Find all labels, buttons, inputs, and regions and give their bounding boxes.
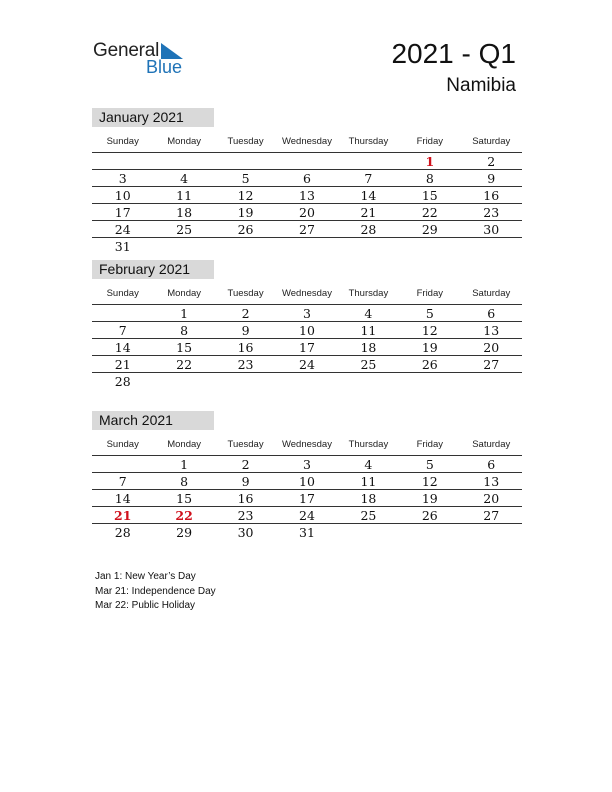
day-cell bbox=[215, 238, 276, 254]
day-cell: 31 bbox=[114, 239, 131, 254]
day-cell bbox=[92, 456, 153, 472]
day-cell: 27 bbox=[299, 222, 315, 237]
day-cell bbox=[92, 153, 153, 169]
weekday-label: Tuesday bbox=[227, 136, 264, 147]
weekday-label: Saturday bbox=[472, 136, 511, 147]
day-cell bbox=[153, 238, 214, 254]
day-cell: 1 bbox=[180, 306, 189, 321]
week-row bbox=[92, 456, 522, 473]
weekday-label: Thursday bbox=[348, 439, 389, 450]
day-cell: 21 bbox=[360, 205, 377, 220]
day-cell: 10 bbox=[299, 474, 315, 489]
weekday-label: Sunday bbox=[106, 439, 139, 450]
day-cell: 13 bbox=[483, 474, 500, 489]
week-row bbox=[92, 187, 522, 204]
week-row bbox=[92, 373, 522, 389]
day-cell bbox=[276, 153, 337, 169]
week-row bbox=[92, 339, 522, 356]
weekday-label: Friday bbox=[416, 288, 444, 299]
day-cell: 16 bbox=[237, 340, 254, 355]
day-cell: 26 bbox=[421, 357, 438, 372]
week-row bbox=[92, 524, 522, 540]
day-cell: 29 bbox=[176, 525, 193, 540]
day-cell: 20 bbox=[483, 340, 500, 355]
day-cell: 5 bbox=[425, 457, 434, 472]
weekday-label: Saturday bbox=[472, 439, 511, 450]
day-cell: 17 bbox=[299, 340, 315, 355]
week-row bbox=[92, 204, 522, 221]
day-cell bbox=[215, 373, 276, 389]
day-cell bbox=[338, 373, 399, 389]
day-cell: 9 bbox=[241, 323, 250, 338]
day-cell: 15 bbox=[176, 491, 193, 506]
weekday-label: Wednesday bbox=[281, 439, 332, 450]
day-cell: 26 bbox=[421, 508, 438, 523]
day-cell bbox=[338, 524, 399, 540]
day-cell bbox=[399, 524, 460, 540]
day-cell: 3 bbox=[303, 306, 311, 321]
week-row bbox=[92, 490, 522, 507]
day-cell: 6 bbox=[487, 457, 496, 472]
weekday-header bbox=[92, 284, 522, 305]
day-cell: 21 bbox=[114, 508, 132, 523]
day-cell: 30 bbox=[483, 222, 500, 237]
day-cell: 18 bbox=[360, 340, 377, 355]
holiday-note: Mar 22: Public Holiday bbox=[95, 600, 196, 611]
day-cell bbox=[399, 373, 460, 389]
day-cell: 8 bbox=[180, 323, 189, 338]
day-cell: 11 bbox=[176, 188, 193, 203]
weekday-label: Friday bbox=[416, 439, 444, 450]
day-cell: 15 bbox=[421, 188, 438, 203]
day-cell: 1 bbox=[425, 154, 435, 169]
day-cell: 6 bbox=[303, 171, 311, 186]
day-cell: 6 bbox=[487, 306, 496, 321]
day-cell: 19 bbox=[237, 205, 254, 220]
day-cell bbox=[215, 153, 276, 169]
month-weeks bbox=[92, 305, 522, 389]
day-cell: 18 bbox=[360, 491, 377, 506]
week-row bbox=[92, 221, 522, 238]
day-cell: 30 bbox=[237, 525, 254, 540]
day-cell: 14 bbox=[114, 340, 131, 355]
day-cell: 22 bbox=[175, 508, 193, 523]
day-cell: 4 bbox=[364, 457, 373, 472]
day-cell bbox=[92, 305, 153, 321]
month-weeks bbox=[92, 456, 522, 540]
week-row bbox=[92, 238, 522, 254]
day-cell: 12 bbox=[421, 474, 438, 489]
day-cell: 14 bbox=[114, 491, 131, 506]
day-cell: 25 bbox=[176, 222, 193, 237]
day-cell bbox=[276, 238, 337, 254]
weekday-label: Monday bbox=[167, 136, 202, 147]
day-cell: 17 bbox=[299, 491, 315, 506]
brand-logo bbox=[93, 40, 203, 80]
day-cell: 27 bbox=[483, 508, 500, 523]
day-cell: 31 bbox=[299, 525, 315, 540]
day-cell: 19 bbox=[421, 340, 438, 355]
day-cell: 22 bbox=[421, 205, 438, 220]
day-cell: 24 bbox=[114, 222, 131, 237]
week-row bbox=[92, 322, 522, 339]
day-cell: 24 bbox=[299, 357, 315, 372]
month-february bbox=[92, 260, 522, 389]
day-cell: 1 bbox=[180, 457, 189, 472]
day-cell: 7 bbox=[118, 474, 127, 489]
day-cell bbox=[461, 238, 522, 254]
week-row bbox=[92, 153, 522, 170]
day-cell: 28 bbox=[360, 222, 377, 237]
day-cell: 21 bbox=[114, 357, 131, 372]
weekday-label: Thursday bbox=[348, 288, 389, 299]
day-cell bbox=[338, 238, 399, 254]
day-cell: 10 bbox=[114, 188, 131, 203]
holiday-note: Jan 1: New Year’s Day bbox=[95, 571, 196, 582]
day-cell: 13 bbox=[299, 188, 315, 203]
day-cell: 25 bbox=[360, 357, 377, 372]
holiday-note: Mar 21: Independence Day bbox=[95, 585, 216, 597]
day-cell: 18 bbox=[176, 205, 193, 220]
week-row bbox=[92, 305, 522, 322]
day-cell: 5 bbox=[425, 306, 434, 321]
day-cell bbox=[153, 373, 214, 389]
day-cell: 16 bbox=[483, 188, 500, 203]
brand-blue-text: Blue bbox=[146, 57, 183, 77]
day-cell: 8 bbox=[425, 171, 434, 186]
day-cell: 17 bbox=[114, 205, 131, 220]
country-name: Namibia bbox=[446, 75, 516, 96]
day-cell: 4 bbox=[364, 306, 373, 321]
day-cell: 8 bbox=[180, 474, 189, 489]
day-cell: 3 bbox=[303, 457, 311, 472]
day-cell: 23 bbox=[237, 508, 254, 523]
weekday-label: Sunday bbox=[106, 288, 139, 299]
day-cell bbox=[153, 153, 214, 169]
weekday-label: Friday bbox=[416, 136, 444, 147]
day-cell: 24 bbox=[299, 508, 315, 523]
day-cell: 22 bbox=[176, 357, 193, 372]
day-cell: 27 bbox=[483, 357, 500, 372]
day-cell: 20 bbox=[299, 205, 315, 220]
day-cell: 15 bbox=[176, 340, 193, 355]
day-cell: 10 bbox=[299, 323, 315, 338]
day-cell: 7 bbox=[118, 323, 127, 338]
month-march bbox=[92, 411, 522, 540]
weekday-label: Tuesday bbox=[227, 288, 264, 299]
month-january bbox=[92, 108, 522, 254]
day-cell: 26 bbox=[237, 222, 254, 237]
month-weeks bbox=[92, 153, 522, 254]
day-cell: 14 bbox=[360, 188, 377, 203]
week-row bbox=[92, 356, 522, 373]
day-cell: 9 bbox=[241, 474, 250, 489]
day-cell bbox=[338, 153, 399, 169]
day-cell: 2 bbox=[241, 457, 250, 472]
brand-general-text: General bbox=[93, 40, 160, 61]
day-cell: 28 bbox=[114, 525, 131, 540]
weekday-label: Tuesday bbox=[227, 439, 264, 450]
day-cell bbox=[461, 524, 522, 540]
day-cell: 2 bbox=[487, 154, 496, 169]
day-cell: 3 bbox=[118, 171, 127, 186]
day-cell: 28 bbox=[114, 374, 131, 389]
day-cell: 23 bbox=[483, 205, 500, 220]
day-cell: 12 bbox=[237, 188, 254, 203]
day-cell: 12 bbox=[421, 323, 438, 338]
weekday-label: Wednesday bbox=[281, 288, 332, 299]
week-row bbox=[92, 170, 522, 187]
day-cell bbox=[399, 238, 460, 254]
weekday-header bbox=[92, 435, 522, 456]
day-cell bbox=[461, 373, 522, 389]
day-cell: 13 bbox=[483, 323, 500, 338]
weekday-label: Saturday bbox=[472, 288, 511, 299]
day-cell: 5 bbox=[241, 171, 250, 186]
weekday-label: Monday bbox=[167, 439, 202, 450]
month-title: January 2021 bbox=[92, 108, 214, 127]
day-cell: 9 bbox=[487, 171, 496, 186]
weekday-header bbox=[92, 132, 522, 153]
day-cell: 16 bbox=[237, 491, 254, 506]
day-cell: 25 bbox=[360, 508, 377, 523]
week-row bbox=[92, 473, 522, 490]
day-cell: 4 bbox=[180, 171, 189, 186]
month-title: March 2021 bbox=[92, 411, 214, 430]
holiday-notes bbox=[95, 570, 216, 614]
day-cell: 11 bbox=[360, 323, 377, 338]
page-title: 2021 - Q1 bbox=[391, 38, 516, 69]
day-cell: 19 bbox=[421, 491, 438, 506]
month-title: February 2021 bbox=[92, 260, 214, 279]
weekday-label: Thursday bbox=[348, 136, 389, 147]
day-cell: 29 bbox=[421, 222, 438, 237]
day-cell: 11 bbox=[360, 474, 377, 489]
day-cell: 7 bbox=[364, 171, 373, 186]
weekday-label: Sunday bbox=[106, 136, 139, 147]
day-cell: 23 bbox=[237, 357, 254, 372]
day-cell: 20 bbox=[483, 491, 500, 506]
week-row bbox=[92, 507, 522, 524]
weekday-label: Monday bbox=[167, 288, 202, 299]
day-cell: 2 bbox=[241, 306, 250, 321]
day-cell bbox=[276, 373, 337, 389]
weekday-label: Wednesday bbox=[281, 136, 332, 147]
